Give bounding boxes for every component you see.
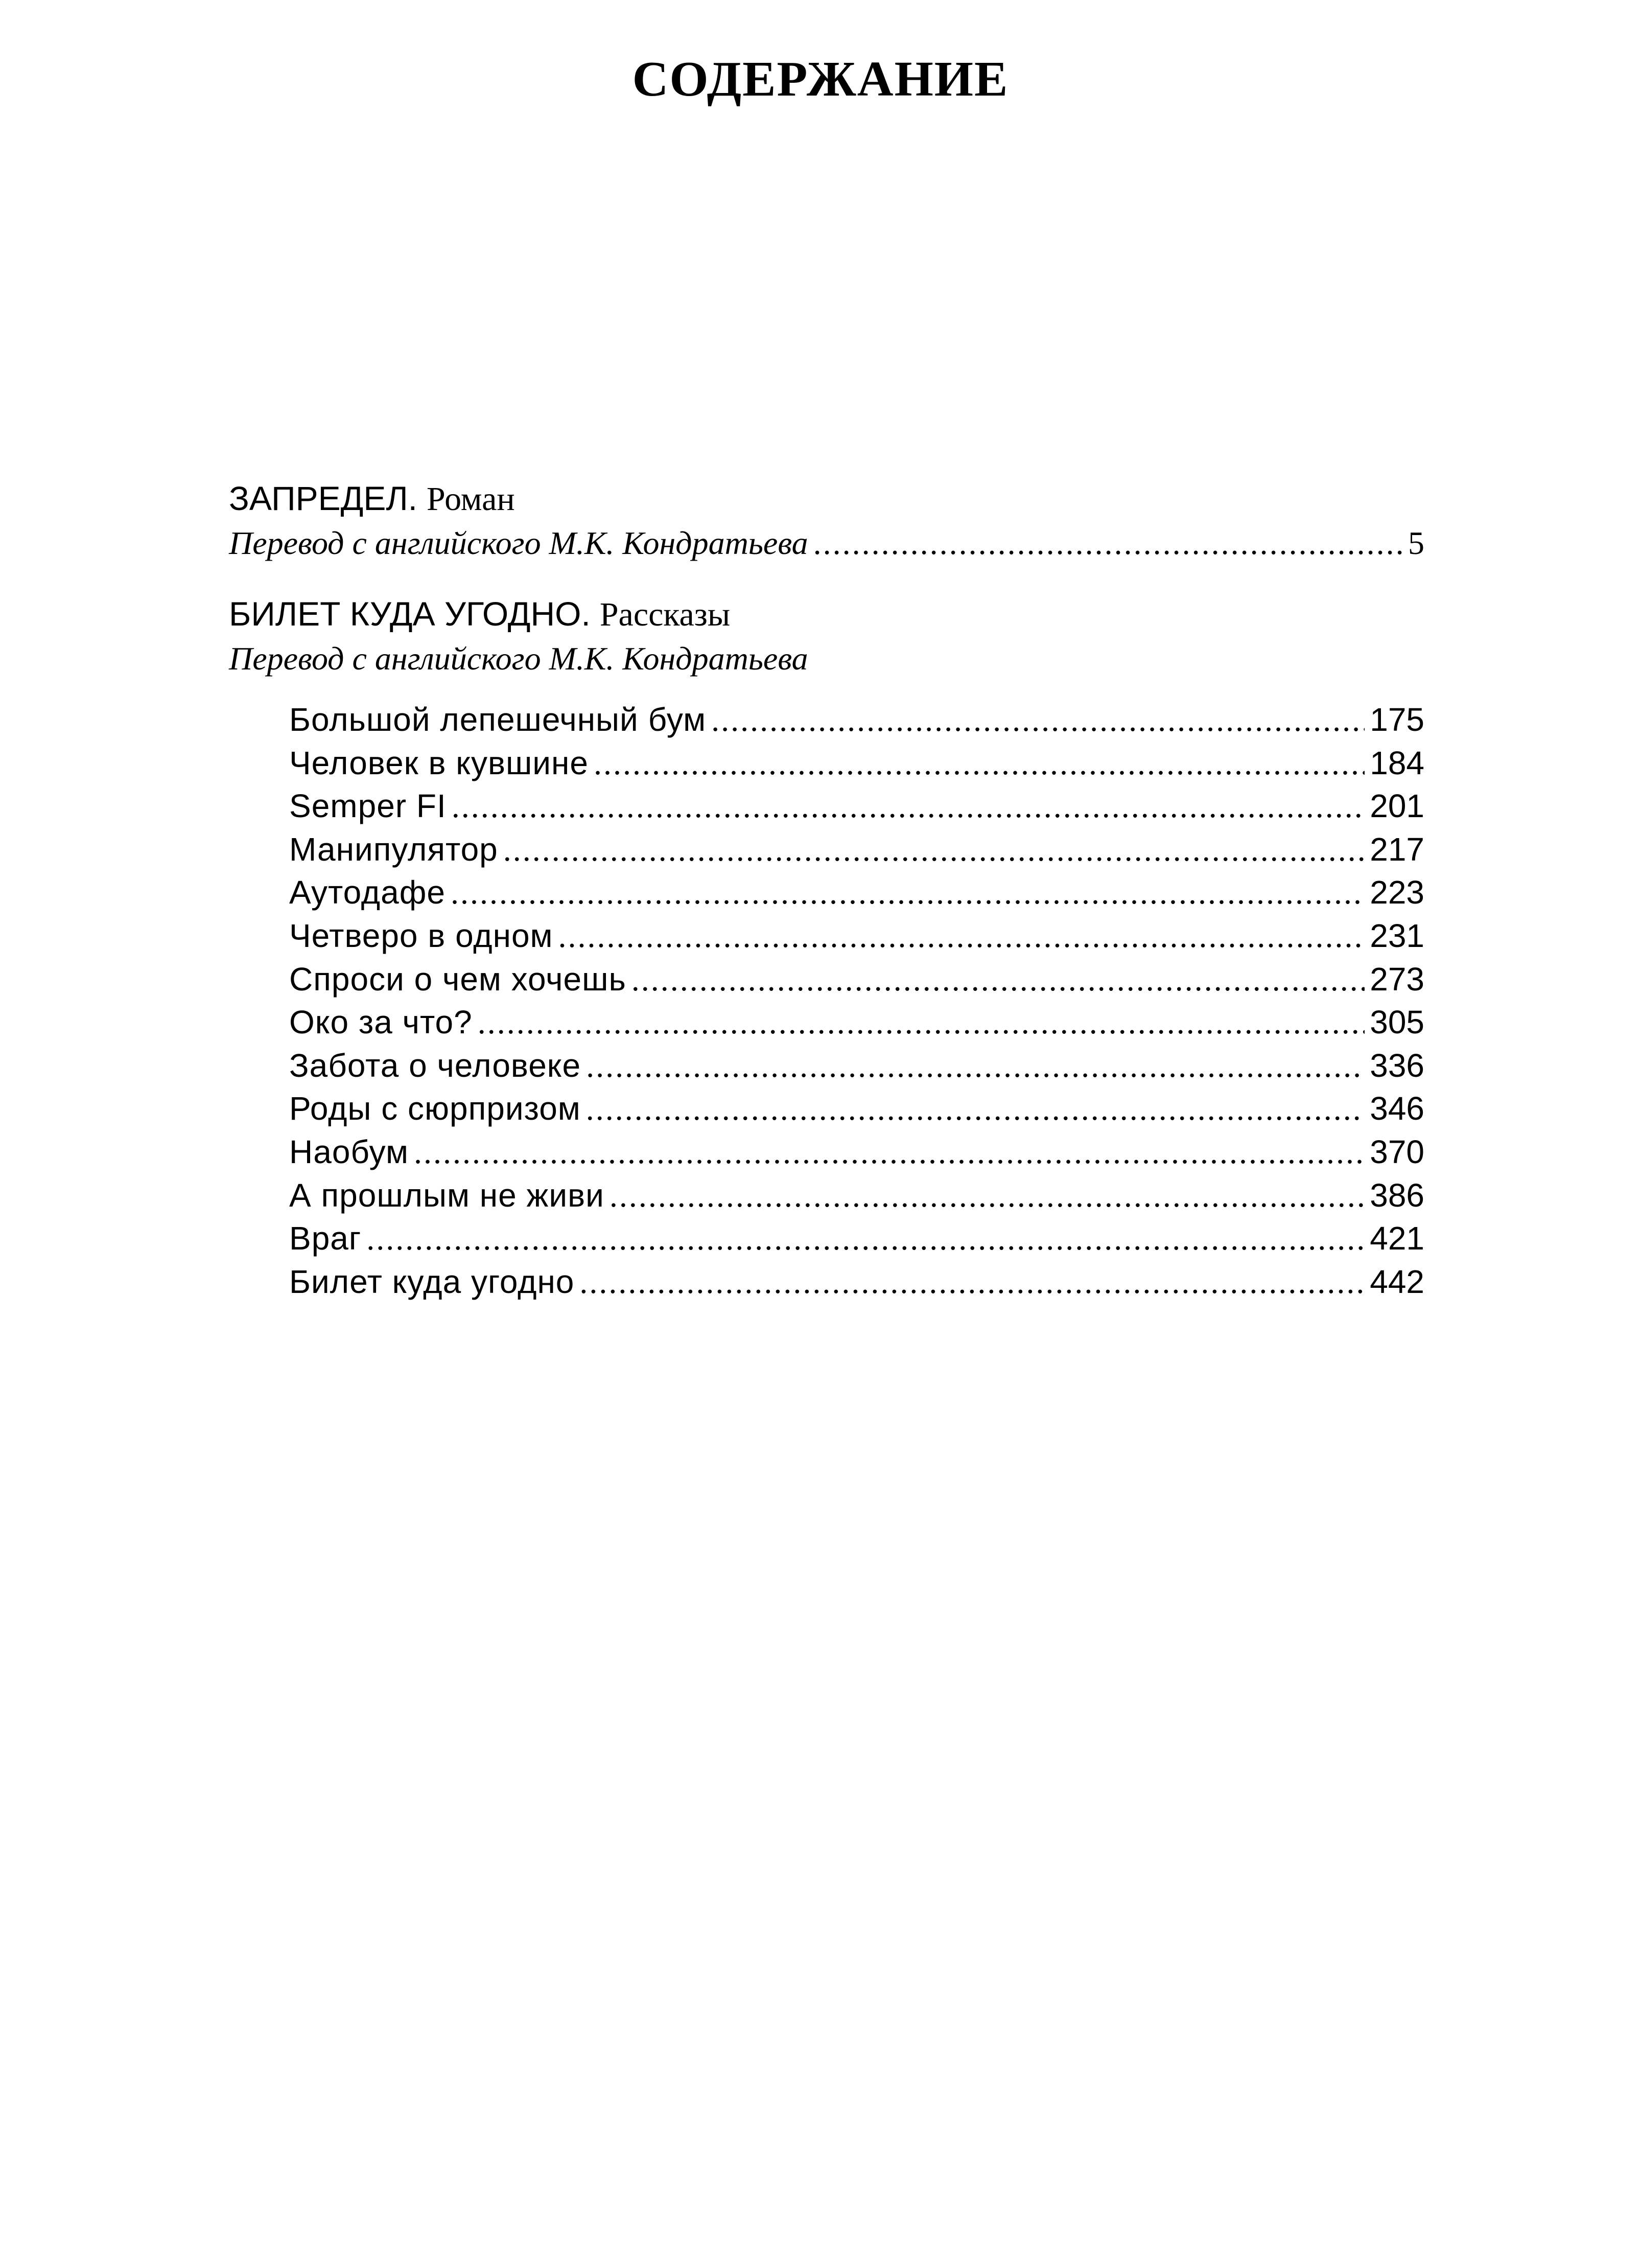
toc-entry[interactable] [289, 871, 1424, 914]
toc-entry[interactable] [289, 1087, 1424, 1130]
page-number: 386 [1370, 1176, 1424, 1214]
dot-leader [579, 1261, 1365, 1304]
toc-entry[interactable] [289, 742, 1424, 785]
dot-leader [594, 742, 1365, 785]
dot-leader [711, 699, 1365, 742]
entry-title: Наобум [289, 1133, 409, 1170]
entry-title: А прошлым не живи [289, 1176, 604, 1214]
toc-entry[interactable] [289, 828, 1424, 871]
toc-entry[interactable] [289, 1001, 1424, 1044]
section-heading-title: БИЛЕТ КУДА УГОДНО. [229, 595, 591, 633]
section-heading [229, 591, 1424, 637]
dot-leader [451, 871, 1365, 915]
dot-leader [631, 958, 1365, 1002]
toc-entry[interactable] [289, 784, 1424, 828]
section-heading-note: Рассказы [599, 596, 731, 633]
page-number: 421 [1370, 1220, 1424, 1257]
dot-leader [452, 785, 1365, 828]
translator-credit: Перевод с английского М.К. Кондратьева [229, 640, 808, 677]
table-of-contents [229, 475, 1424, 1303]
page-title: СОДЕРЖАНИЕ [632, 52, 1009, 107]
entry-title: Четверо в одном [289, 917, 553, 954]
page-number: 201 [1370, 788, 1424, 825]
page-number: 217 [1370, 830, 1424, 868]
dot-leader [813, 521, 1403, 565]
translator-line [229, 637, 1424, 681]
section-novel [229, 475, 1424, 565]
page-number: 5 [1408, 525, 1424, 561]
dot-leader [586, 1045, 1365, 1088]
toc-entry[interactable] [289, 1174, 1424, 1217]
entry-title: Забота о человеке [289, 1047, 581, 1084]
page-number: 273 [1370, 960, 1424, 998]
toc-entry[interactable] [289, 958, 1424, 1001]
entry-title: Спроси о чем хочешь [289, 960, 626, 998]
toc-entry[interactable] [289, 914, 1424, 958]
page-number: 231 [1370, 917, 1424, 954]
dot-leader [366, 1217, 1365, 1261]
dot-leader [586, 1087, 1365, 1131]
toc-entry[interactable] [289, 698, 1424, 742]
page-number: 175 [1370, 701, 1424, 738]
page-number: 305 [1370, 1004, 1424, 1041]
toc-entry[interactable] [289, 1130, 1424, 1174]
toc-entry[interactable] [289, 1217, 1424, 1260]
section-heading-title: ЗАПРЕДЕЛ. [229, 479, 417, 517]
entry-title: Билет куда угодно [289, 1263, 575, 1300]
toc-entry[interactable] [289, 1260, 1424, 1304]
entry-title: Враг [289, 1220, 362, 1257]
dot-leader [414, 1131, 1365, 1174]
entry-title: Человек в кувшине [289, 744, 589, 781]
page-number: 184 [1370, 744, 1424, 781]
dot-leader [503, 828, 1365, 872]
page-number: 442 [1370, 1263, 1424, 1300]
entry-title: Большой лепешечный бум [289, 701, 707, 738]
entry-title: Аутодафе [289, 874, 446, 911]
entry-title: Манипулятор [289, 830, 498, 868]
section-heading [229, 475, 1424, 521]
dot-leader [478, 1001, 1365, 1045]
section-heading-note: Роман [427, 480, 515, 518]
dot-leader [558, 915, 1365, 958]
entry-title: Роды с сюрпризом [289, 1090, 581, 1127]
translator-credit: Перевод с английского М.К. Кондратьева [229, 525, 808, 561]
dot-leader [609, 1174, 1365, 1218]
section-stories [229, 591, 1424, 1303]
entry-title: Око за что? [289, 1004, 473, 1041]
story-list [289, 698, 1424, 1303]
toc-entry-novel[interactable] [229, 521, 1424, 565]
page-number: 223 [1370, 874, 1424, 911]
page-number: 336 [1370, 1047, 1424, 1084]
entry-title: Semper FI [289, 788, 447, 825]
page-number: 346 [1370, 1090, 1424, 1127]
page-number: 370 [1370, 1133, 1424, 1170]
toc-entry[interactable] [289, 1044, 1424, 1087]
